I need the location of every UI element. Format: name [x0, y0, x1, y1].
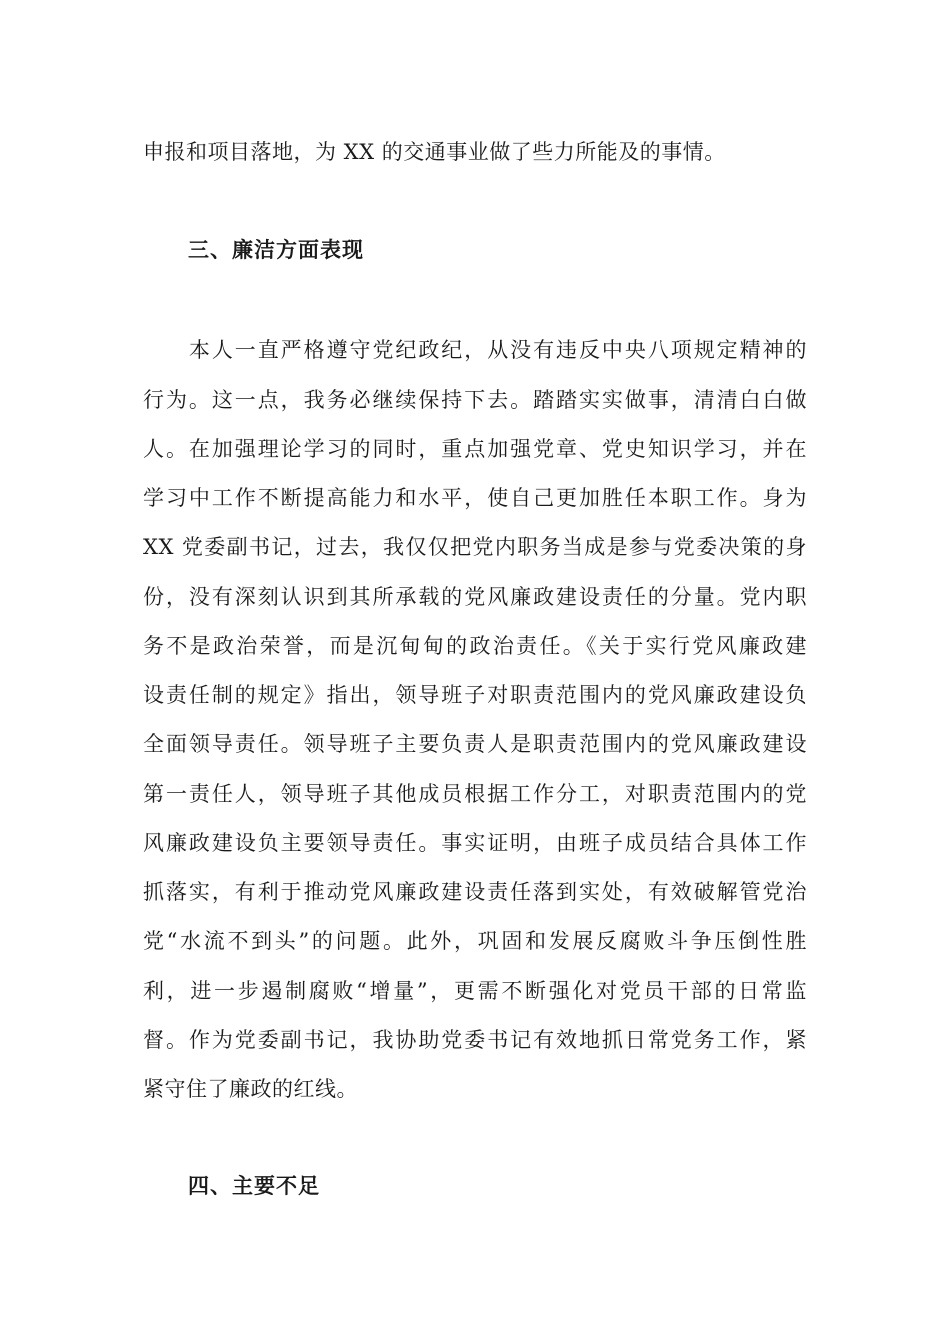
paragraph-line: 设责任制的规定》指出，领导班子对职责范围内的党风廉政建设负 — [143, 683, 807, 707]
paragraph-line: 人。在加强理论学习的同时，重点加强党章、党史知识学习，并在 — [143, 437, 807, 461]
paragraph-line: 全面领导责任。领导班子主要负责人是职责范围内的党风廉政建设 — [143, 732, 807, 756]
paragraph-line: 第一责任人，领导班子其他成员根据工作分工，对职责范围内的党 — [143, 782, 807, 806]
paragraph-line: 申报和项目落地，为 XX 的交通事业做了些力所能及的事情。 — [143, 140, 726, 164]
paragraph-line: 学习中工作不断提高能力和水平，使自己更加胜任本职工作。身为 — [143, 486, 807, 510]
paragraph-line: 本人一直严格遵守党纪政纪，从没有违反中央八项规定精神的 — [143, 338, 807, 362]
paragraph-line: 风廉政建设负主要领导责任。事实证明，由班子成员结合具体工作 — [143, 831, 807, 855]
paragraph-line: 份，没有深刻认识到其所承载的党风廉政建设责任的分量。党内职 — [143, 585, 807, 609]
paragraph-line: 督。作为党委副书记，我协助党委书记有效地抓日常党务工作，紧 — [143, 1028, 807, 1052]
paragraph-line: 党“水流不到头”的问题。此外，巩固和发展反腐败斗争压倒性胜 — [143, 929, 807, 953]
paragraph-line: 利，进一步遏制腐败“增量”，更需不断强化对党员干部的日常监 — [143, 979, 807, 1003]
paragraph-line: 务不是政治荣誉，而是沉甸甸的政治责任。《关于实行党风廉政建 — [143, 634, 807, 658]
paragraph-line: XX 党委副书记，过去，我仅仅把党内职务当成是参与党委决策的身 — [143, 535, 807, 559]
section-heading: 四、主要不足 — [188, 1173, 320, 1198]
paragraph-line: 抓落实，有利于推动党风廉政建设责任落到实处，有效破解管党治 — [143, 880, 807, 904]
section-heading: 三、廉洁方面表现 — [188, 237, 364, 262]
paragraph-line: 紧守住了廉政的红线。 — [143, 1077, 358, 1101]
paragraph-line: 行为。这一点，我务必继续保持下去。踏踏实实做事，清清白白做 — [143, 388, 807, 412]
